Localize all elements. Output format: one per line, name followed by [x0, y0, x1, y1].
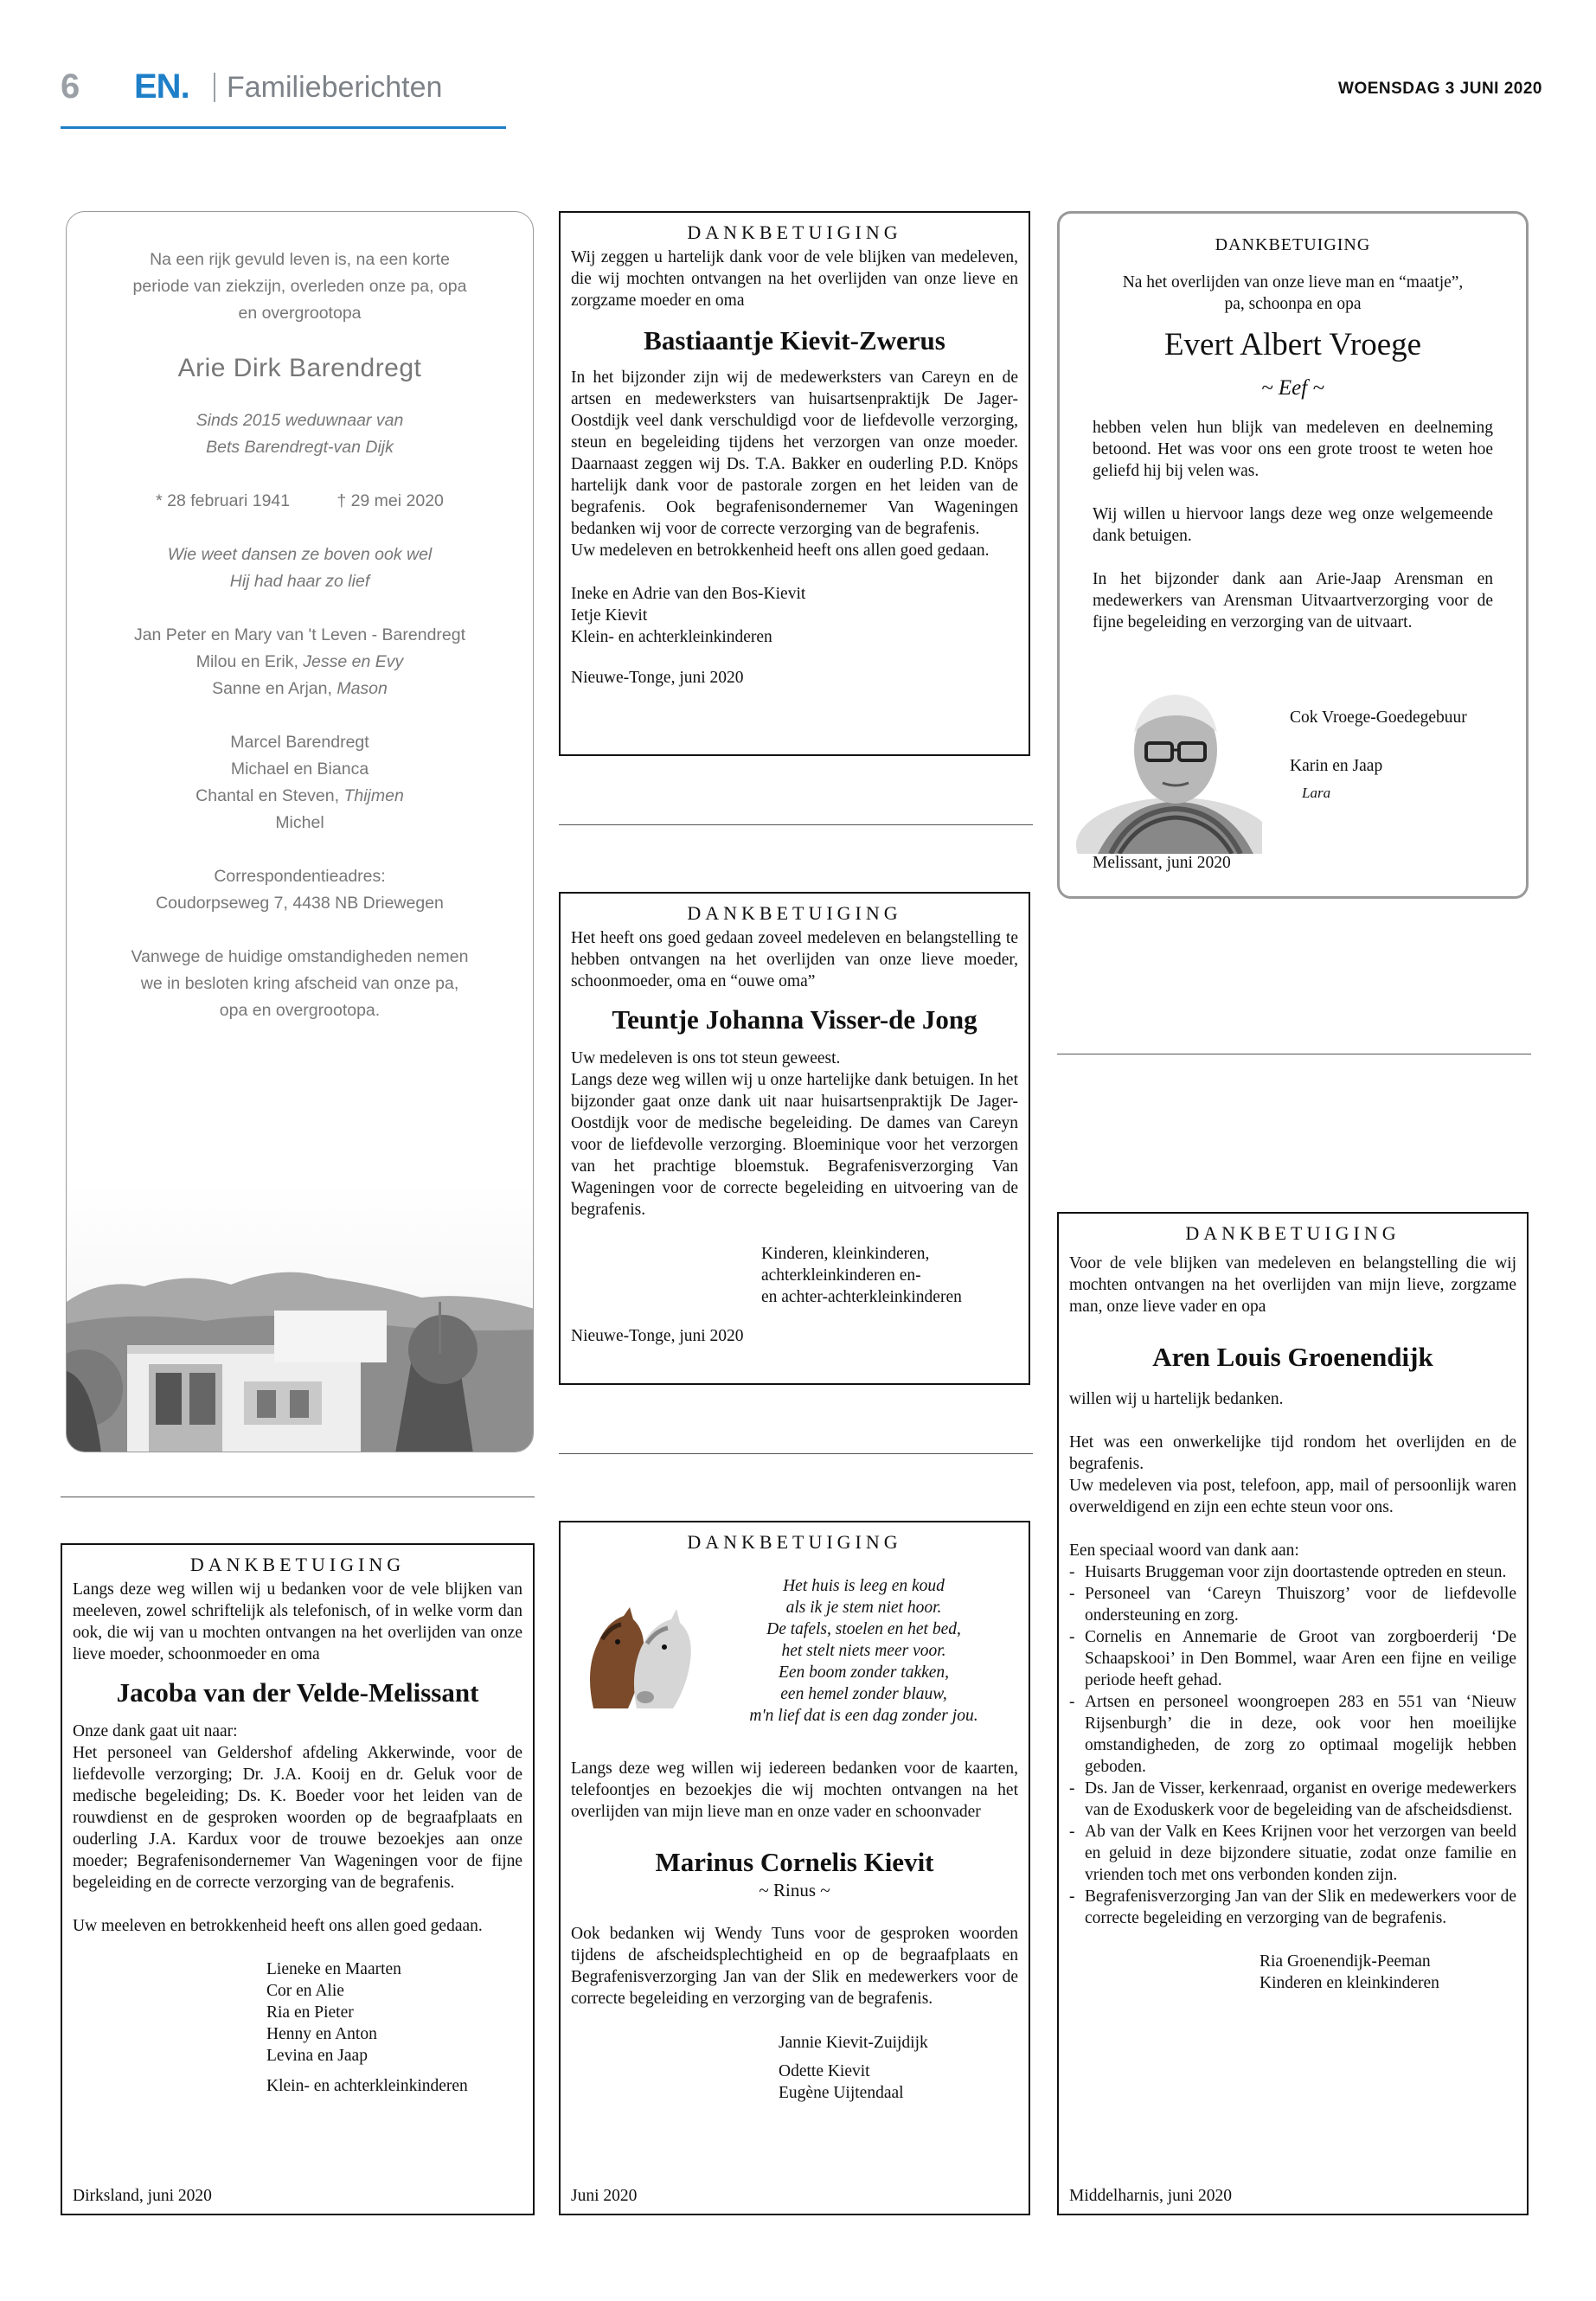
signature-line: Levina en Jaap [266, 2047, 368, 2065]
deceased-name: Evert Albert Vroege [1163, 327, 1422, 362]
intro-line: periode van ziekzijn, overleden onze pa, opa [132, 277, 467, 296]
page-number: 6 [61, 67, 80, 106]
place-date: Nieuwe-Tonge, juni 2020 [571, 1327, 744, 1345]
ad-intro: Het heeft ons goed gedaan zoveel medeleven en belangstelling te hebben ontvangen na het overlijden van onze lieve moeder, schoonmoeder, oma en “ouwe oma” [571, 929, 1018, 990]
signature-line: Cor en Alie [266, 1982, 344, 2000]
ad-heading: DANKBETUIGING [687, 902, 902, 924]
ad-heading: DANKBETUIGING [1185, 1222, 1401, 1244]
ad-vroege [1057, 211, 1529, 899]
section-title: Familieberichten [227, 71, 443, 104]
header-rule [61, 126, 506, 129]
signature-line: Odette Kievit [779, 2062, 870, 2080]
grandchildren-names: Jesse en Evy [303, 652, 404, 671]
family-names: Sanne en Arjan, [212, 679, 337, 698]
ad-heading: DANKBETUIGING [1215, 235, 1371, 254]
ad-body: Wij willen u hiervoor langs deze weg onze welgemeende dank betuigen. [1093, 505, 1493, 545]
place-date: Melissant, juni 2020 [1093, 854, 1231, 872]
list-item-text: Cornelis en Annemarie de Groot van zorgboerderij ‘De Schaapskooi’ in Den Bommel, waar Aren een fijne en veilige periode heeft gehad. [1085, 1628, 1516, 1689]
portrait-photo [1072, 681, 1262, 854]
nickname: ~ Rinus ~ [759, 1880, 830, 1900]
poem-line: een hemel zonder blauw, [780, 1685, 947, 1703]
list-item: - Begrafenisverzorging Jan van der Slik en medewerkers voor de correcte begeleiding en verzorging van de begrafenis. [1069, 1888, 1516, 1927]
signature-line: Ietje Kievit [571, 606, 648, 625]
mediterranean-house-photo [67, 1181, 534, 1452]
signature-line: Henny en Anton [266, 2025, 377, 2043]
widower-line: Sinds 2015 weduwnaar van [195, 411, 404, 430]
list-item: - Artsen en personeel woongroepen 283 en 551 van ‘Nieuw Rijsenburgh’ die in deze, ook voor hen moeilijke omstandigheden, de zorg zo optimaal mogelijk hebben geboden. [1069, 1693, 1516, 1776]
column-divider [559, 1453, 1033, 1454]
signature-line: Klein- en achterkleinkinderen [571, 628, 772, 646]
ad-body: willen wij u hartelijk bedanken. [1069, 1390, 1284, 1408]
grandchildren-names: Thijmen [343, 786, 404, 805]
widower-line: Bets Barendregt-van Dijk [206, 438, 394, 457]
ad-body: Het personeel van Geldershof afdeling Akkerwinde, voor de liefdevolle verzorging; Dr. J.A. Kooij en dr. Geluk voor de medische begeleiding; Ds. K. Boeder voor het leiden van de rouwdienst en de gesproken woorden op de begraafplaats en ouderling J.A. Kardux voor de trouwe bezoekjes aan onze moeder; Begrafenisondernemer Van Wageningen voor de fijne begeleiding en de correcte verzorging van de begrafenis. [73, 1744, 522, 1892]
ad-body: hebben velen hun blijk van medeleven en deelneming betoond. Het was voor ons een grote troost te weten hoe geliefd hij bij velen was. [1093, 419, 1493, 480]
ad-body: Uw medeleven via post, telefoon, app, mail of persoonlijk waren overweldigend en zijn een echte steun voor ons. [1069, 1477, 1516, 1516]
signature-line: Lara [1302, 785, 1331, 801]
thanks-list [1069, 1561, 1516, 1929]
signature-line: Cok Vroege-Goedegebuur [1290, 708, 1467, 727]
place-date: Middelharnis, juni 2020 [1069, 2187, 1232, 2205]
correspondence-label: Correspondentieadres: [214, 867, 386, 886]
family-line [93, 783, 507, 810]
ad-heading: DANKBETUIGING [189, 1554, 406, 1575]
ad-intro: Wij zeggen u hartelijk dank voor de vele blijken van medeleven, die wij mochten ontvangen na het overlijden van onze lieve en zorgzame moeder en oma [571, 248, 1018, 310]
list-item-text: Ds. Jan de Visser, kerkenraad, organist en overige medewerkers van de Exoduskerk voor de begeleiding van de afscheidsdienst. [1085, 1779, 1516, 1819]
intro-line: Na een rijk gevuld leven is, na een korte [150, 250, 450, 269]
ad-intro: pa, schoonpa en opa [1224, 295, 1362, 313]
poem-line: het stelt niets meer voor. [781, 1642, 946, 1660]
ad-body: Het was een onwerkelijke tijd rondom het overlijden en de begrafenis. [1069, 1433, 1516, 1473]
deceased-name: Aren Louis Groenendijk [1152, 1342, 1433, 1372]
header-separator [214, 73, 215, 102]
quote-line: Hij had haar zo lief [229, 572, 370, 591]
ad-body: In het bijzonder dank aan Arie-Jaap Arensman en medewerkers van Arensman Uitvaartverzorging voor de fijne begeleiding en verzorging van de uitvaart. [1093, 570, 1493, 631]
signature-line: Ineke en Adrie van den Bos-Kievit [571, 585, 806, 603]
deceased-name: Bastiaantje Kievit-Zwerus [644, 325, 945, 356]
list-item: - Personeel van ‘Careyn Thuiszorg’ voor de liefdevolle ondersteuning en zorg. [1069, 1585, 1516, 1625]
ad-body: In het bijzonder zijn wij de medewerksters van Careyn en de artsen en medewerksters van huisartsenpraktijk De Jager- Oostdijk veel dank verschuldigd voor de liefdevolle verzorging, steun en begeleiding tijdens het verzorgen van onze moeder. Daarnaast zeggen wij Ds. T.A. Bakker en ouderling P.D. Knöps hartelijk dank voor de pastorale zorgen en het leiden van de begrafenis. Ook begrafenisondernemer Van Wageningen bedanken wij voor de correcte verzorging van de begrafenis. [571, 369, 1018, 538]
signature-line: Lieneke en Maarten [266, 1960, 401, 1978]
closing-line: opa en overgrootopa. [219, 1001, 381, 1020]
signature-line: Jannie Kievit-Zuijdijk [779, 2034, 928, 2052]
closing-line: we in besloten kring afscheid van onze pa, [140, 974, 459, 993]
ad-body: Ook bedanken wij Wendy Tuns voor de gesproken woorden tijdens de afscheidsplechtigheid en op de begraafplaats en Begrafenisverzorging Jan van der Slik en medewerkers voor de correcte begeleiding en verzorging van de begrafenis. [571, 1925, 1018, 2008]
list-item: - Ab van der Valk en Kees Krijnen voor het verzorgen van beeld en geluid in deze bijzondere situatie, zodat onze familie en vrienden toch met ons verbonden konden zijn. [1069, 1823, 1516, 1884]
deceased-name: Jacoba van der Velde-Melissant [116, 1677, 479, 1708]
family-line: Michael en Bianca [230, 760, 369, 779]
poem-line: Een boom zonder takken, [778, 1663, 950, 1682]
column-divider [559, 824, 1033, 825]
ad-marinus-kievit [559, 1521, 1030, 2215]
deceased-name: Arie Dirk Barendregt [177, 354, 422, 382]
issue-date: WOENSDAG 3 JUNI 2020 [1338, 80, 1542, 98]
list-item-text: Begrafenisverzorging Jan van der Slik en medewerkers voor de correcte begeleiding en verzorging van de begrafenis. [1085, 1888, 1516, 1927]
list-item: - Ds. Jan de Visser, kerkenraad, organist en overige medewerkers van de Exoduskerk voor de begeleiding van de afscheidsdienst. [1069, 1779, 1516, 1819]
list-item: - Huisarts Bruggeman voor zijn doortastende optreden en steun. [1069, 1561, 1516, 1583]
signature-line: Ria Groenendijk-Peeman [1259, 1952, 1431, 1971]
poem [709, 1575, 1018, 1727]
signature-line: Kinderen, kleinkinderen, [761, 1245, 930, 1263]
ad-heading: DANKBETUIGING [687, 1531, 902, 1553]
signature-line: Kinderen en kleinkinderen [1259, 1974, 1439, 1992]
ad-heading: DANKBETUIGING [687, 221, 902, 243]
birth-date: * 28 februari 1941 [156, 491, 291, 510]
signature-line: Klein- en achterkleinkinderen [266, 2077, 468, 2095]
poem-line: als ik je stem niet hoor. [785, 1599, 942, 1617]
death-date: † 29 mei 2020 [337, 491, 444, 510]
ad-visser-de-jong [559, 892, 1030, 1385]
life-dates [93, 488, 507, 515]
place-date: Dirksland, juni 2020 [73, 2187, 212, 2205]
closing-line: Vanwege de huidige omstandigheden nemen [131, 947, 469, 966]
ad-intro: Langs deze weg willen wij u bedanken voor de vele blijken van meeleven, zowel schriftelijk als telefonisch, of in welke vorm dan ook, die wij van u mochten ontvangen na het overlijden van onze lieve moeder, schoonmoeder en oma [73, 1580, 522, 1663]
ad-body: Uw meeleven en betrokkenheid heeft ons allen goed gedaan. [73, 1917, 483, 1935]
family-line [93, 676, 507, 702]
intro-line: en overgrootopa [238, 304, 362, 323]
deceased-name: Teuntje Johanna Visser-de Jong [612, 1004, 977, 1035]
poem-line: m'n lief dat is een dag zonder jou. [749, 1707, 978, 1725]
deceased-name: Marinus Cornelis Kievit [655, 1847, 934, 1877]
place-date: Nieuwe-Tonge, juni 2020 [571, 669, 744, 687]
ad-intro: Langs deze weg willen wij iedereen bedanken voor de kaarten, telefoontjes en bezoekjes die wij mochten ontvangen na het overlijden van mijn lieve man en onze vader en schoonvader [571, 1759, 1018, 1821]
ad-barendregt [66, 211, 534, 1452]
signature-line: Eugène Uijtendaal [779, 2084, 904, 2102]
family-names: Chantal en Steven, [195, 786, 344, 805]
quote-line: Wie weet dansen ze boven ook wel [167, 545, 433, 564]
family-names: Milou en Erik, [195, 652, 304, 671]
ad-body: Onze dank gaat uit naar: [73, 1722, 238, 1740]
signature-line: achterkleinkinderen en- [761, 1266, 921, 1285]
newspaper-logo: EN. [134, 67, 189, 106]
list-item: - Cornelis en Annemarie de Groot van zorgboerderij ‘De Schaapskooi’ in Den Bommel, waar Aren een fijne en veilige periode heeft gehad. [1069, 1628, 1516, 1689]
list-item-text: Personeel van ‘Careyn Thuiszorg’ voor de liefdevolle ondersteuning en zorg. [1085, 1585, 1516, 1625]
family-line [93, 649, 507, 676]
poem-line: Het huis is leeg en koud [783, 1577, 945, 1595]
ad-kievit-zwerus [559, 211, 1030, 756]
ad-body: Uw medeleven en betrokkenheid heeft ons allen goed gedaan. [571, 542, 990, 560]
signature-line: Karin en Jaap [1290, 757, 1383, 775]
place-date: Juni 2020 [571, 2187, 638, 2205]
ad-body: Langs deze weg willen wij u onze hartelijke dank betuigen. In het bijzonder gaat onze dank uit naar huisartsenpraktijk De Jager- Oostdijk voor de medische begeleiding. De dames van Careyn voor de liefdevolle verzorging. Bloeminique voor het verzorgen van het prachtige bloemstuk. Begrafenisverzorging Van Wageningen voor de correcte begeleiding en uitvoering van de begrafenis. [571, 1071, 1018, 1219]
family-line: Michel [275, 813, 324, 832]
signature-line: en achter-achterkleinkinderen [761, 1288, 962, 1306]
ad-body: Een speciaal woord van dank aan: [1069, 1541, 1299, 1560]
ad-intro: Na het overlijden van onze lieve man en “maatje”, [1122, 273, 1464, 292]
nickname: ~ Eef ~ [1261, 376, 1324, 400]
ad-intro: Voor de vele blijken van medeleven en belangstelling die wij mochten ontvangen na het overlijden van mijn lieve, zorgzame man, onze lieve vader en opa [1069, 1254, 1516, 1316]
grandchildren-names: Mason [337, 679, 388, 698]
list-item-text: Ab van der Valk en Kees Krijnen voor het verzorgen van beeld en geluid in deze bijzondere situatie, zodat onze familie en vrienden toch met ons verbonden konden zijn. [1085, 1823, 1516, 1884]
ad-van-der-velde-melissant [61, 1543, 535, 2215]
correspondence-address: Coudorpseweg 7, 4438 NB Driewegen [156, 894, 444, 913]
ad-groenendijk [1057, 1212, 1529, 2215]
signature-line: Ria en Pieter [266, 2003, 354, 2022]
family-line: Jan Peter en Mary van 't Leven - Barendregt [133, 625, 466, 644]
horses-illustration [576, 1600, 706, 1713]
family-line: Marcel Barendregt [230, 733, 369, 752]
ad-body: Uw medeleven is ons tot steun geweest. [571, 1049, 841, 1067]
list-item-text: Huisarts Bruggeman voor zijn doortastende optreden en steun. [1085, 1563, 1507, 1581]
poem-line: De tafels, stoelen en het bed, [766, 1620, 961, 1638]
list-item-text: Artsen en personeel woongroepen 283 en 551 van ‘Nieuw Rijsenburgh’ die in deze, ook voor hen moeilijke omstandigheden, de zorg zo optimaal mogelijk hebben geboden. [1085, 1693, 1516, 1776]
